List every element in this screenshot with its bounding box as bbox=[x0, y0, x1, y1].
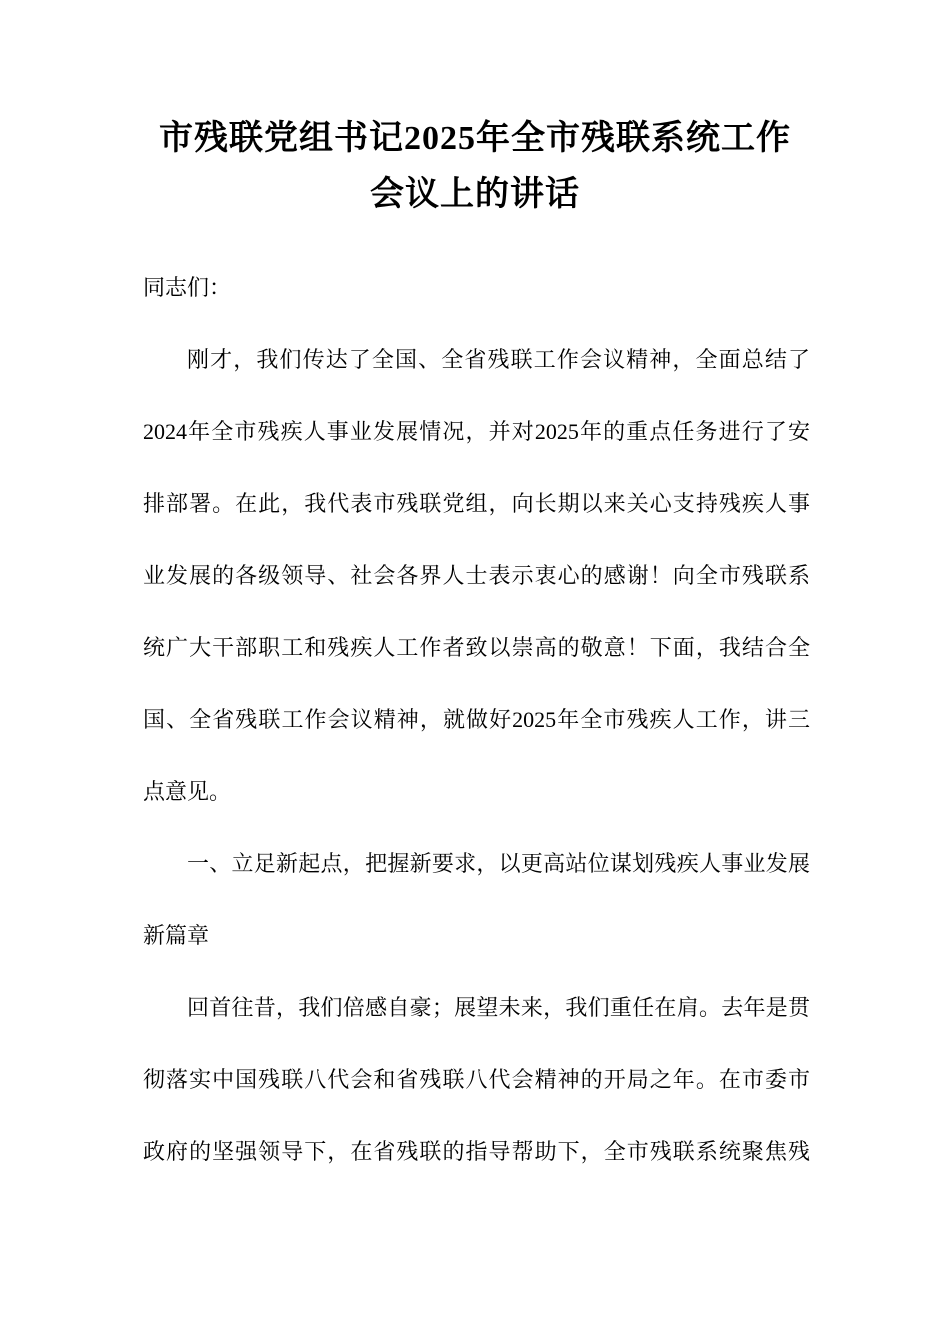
body-line: 业发展的各级领导、社会各界人士表示衷心的感谢！向全市残联系 bbox=[143, 563, 810, 588]
body-line: 国、全省残联工作会议精神，就做好2025年全市残疾人工作，讲三 bbox=[143, 707, 810, 732]
document-body bbox=[143, 252, 810, 1188]
body-line: 排部署。在此，我代表市残联党组，向长期以来关心支持残疾人事 bbox=[143, 491, 810, 516]
body-line: 回首往昔，我们倍感自豪；展望未来，我们重任在肩。去年是贯 bbox=[187, 995, 810, 1020]
body-line: 政府的坚强领导下，在省残联的指导帮助下，全市残联系统聚焦残 bbox=[143, 1139, 810, 1164]
body-line-salutation: 同志们： bbox=[143, 275, 232, 300]
body-line: 统广大干部职工和残疾人工作者致以崇高的敬意！下面，我结合全 bbox=[143, 635, 810, 660]
title-line-1: 市残联党组书记2025年全市残联系统工作 bbox=[159, 120, 791, 157]
document-title bbox=[0, 0, 950, 223]
body-line: 彻落实中国残联八代会和省残联八代会精神的开局之年。在市委市 bbox=[143, 1067, 810, 1092]
section-heading-line: 一、立足新起点，把握新要求，以更高站位谋划残疾人事业发展 bbox=[187, 851, 810, 876]
section-heading-line: 新篇章 bbox=[143, 923, 210, 948]
body-line: 点意见。 bbox=[143, 779, 232, 804]
title-line-2: 会议上的讲话 bbox=[370, 176, 580, 213]
body-line: 2024年全市残疾人事业发展情况，并对2025年的重点任务进行了安 bbox=[143, 419, 810, 444]
body-line: 刚才，我们传达了全国、全省残联工作会议精神，全面总结了 bbox=[187, 347, 810, 372]
